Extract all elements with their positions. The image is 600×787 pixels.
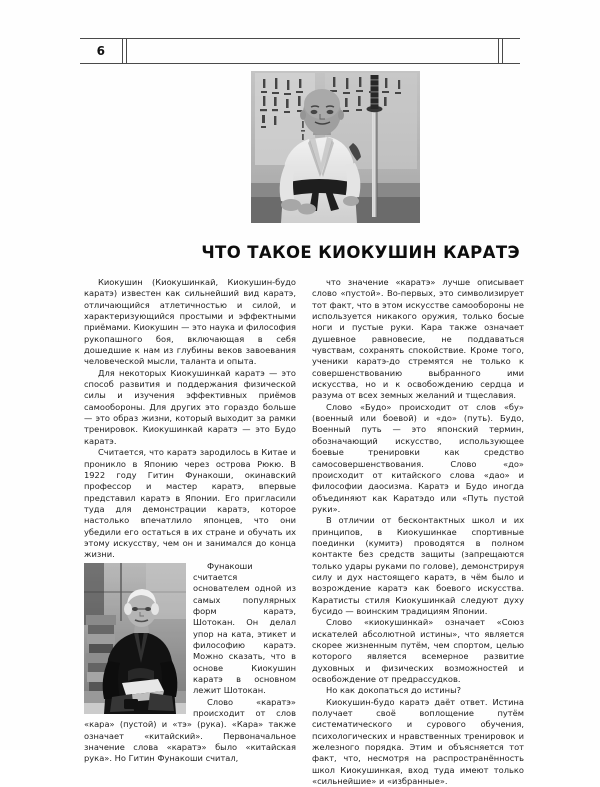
paragraph: Для некоторых Киокушинкай каратэ — это способ развития и поддержания физической силы и изучения эффективных приёмов самообороны. Для других это гораздо больше — это образ жизни, который выходит за рамки тренировок. Киокушинкай каратэ — это Будо каратэ. bbox=[84, 367, 296, 446]
page-number: 6 bbox=[96, 44, 106, 58]
header-rule-top bbox=[80, 38, 520, 39]
header-rule-bottom bbox=[80, 63, 520, 64]
masutatsu-oyama-with-sword-photo bbox=[251, 71, 420, 223]
body-columns bbox=[84, 277, 524, 787]
paragraph: Но как докопаться до истины? bbox=[326, 685, 462, 696]
header-divider-right-outer bbox=[502, 38, 503, 64]
paragraph: Киокушин (Киокушинкай, Киокушин-будо каратэ) известен как сильнейший вид каратэ, отличающийся атлетичностью и силой, и характеризующийся простыми и эффектными приёмами. Киокушин — это наука и философия рукопашного боя, включающая в себя дошедшие к нам из глубины веков завоевания человеческой мысли, таланта и опыта. bbox=[84, 277, 296, 367]
paragraph: Слово «каратэ» происходит от слов «кара» (пустой) и «тэ» (рука). «Кара» также означает «китайский». Первоначальное значение слова «каратэ» было «китайская рука». Но Гитин Фунакоши считал, bbox=[84, 696, 296, 764]
header-divider-right-inner bbox=[498, 38, 499, 64]
paragraph: В отличии от бесконтактных школ и их принципов, в Киокушинкае спортивные поединки (кумитэ) проводятся в полном контакте без средств защиты (запрещаются только удары руками по голове), демонстрируя силу и дух настоящего каратэ, в чём было и возрождение каратэ как боевого искусства. Каратисты стиля Киокушинкай следуют духу бусидо — воинским традициям Японии. bbox=[312, 515, 524, 616]
header-divider-left-outer bbox=[122, 38, 123, 64]
paragraph: Слово «киокушинкай» означает «Союз искателей абсолютной истины», что является скорее жизненным путём, чем спортом, целью которого является всемерное развитие духовных и физических возможностей и освобождение от предрассудков. bbox=[312, 617, 524, 685]
paragraph: Фунакоши считается основателем одной из самых популярных форм каратэ, Шотокан. Он делал упор на ката, этикет и философию каратэ. Можно сказать, что в основе Киокушин каратэ в основном лежит Шотокан. bbox=[193, 560, 296, 696]
running-header bbox=[80, 38, 520, 64]
paragraph: Считается, что каратэ зародилось в Китае и проникло в Японию через острова Рюкю. В 1922 году Гитин Фунакоши, окинавский профессор и мастер каратэ, впервые представил каратэ в Японии. Его пригласили туда для демонстрации каратэ, которое настолько впечатлило японцев, что они убедили его остаться в их стране и обучать их этому искусству, чем он и занимался до конца жизни. bbox=[84, 447, 296, 560]
page-title: ЧТО ТАКОЕ КИОКУШИН КАРАТЭ bbox=[201, 243, 520, 262]
paragraph: Киокушин-будо каратэ даёт ответ. Истина получает своё воплощение путём систематического и сурового обучения, психологических и нравственных тренировок и железного порядка. Этим и объясняется тот факт, что, несмотря на распространённость школ Киокушинкая, вход туда имеют только «сильнейшие» и «избранные». bbox=[312, 696, 524, 787]
text-column-left bbox=[84, 277, 296, 765]
paragraph: Слово «Будо» происходит от слов «бу» (военный или боевой) и «до» (путь). Будо, Военный путь — это японский термин, обозначающий искусство, использующее боевые тренировки как средство самосовершенствования. Слово «до» происходит от китайского слова «дао» и философии даосизма. Каратэ и Будо иногда объединяют как Каратэдо или «Путь пустой руки». bbox=[312, 401, 524, 514]
gichin-funakoshi-seated-photo bbox=[84, 563, 186, 714]
header-divider-left-inner bbox=[126, 38, 127, 64]
text-column-right bbox=[312, 277, 524, 787]
paragraph: что значение «каратэ» лучше описывает слово «пустой». Во-первых, это символизирует тот факт, что в этом искусстве самообороны не используется никакого оружия, только босые ноги и пустые руки. Кара также означает душевное равновесие, не поддаваться чувствам, сохранять спокойствие. Кроме того, ученики каратэ-до стремятся не только к совершенствованию выбранного ими искусства, но и к освобождению сердца и разума от всех земных желаний и тщеславия. bbox=[312, 277, 524, 401]
